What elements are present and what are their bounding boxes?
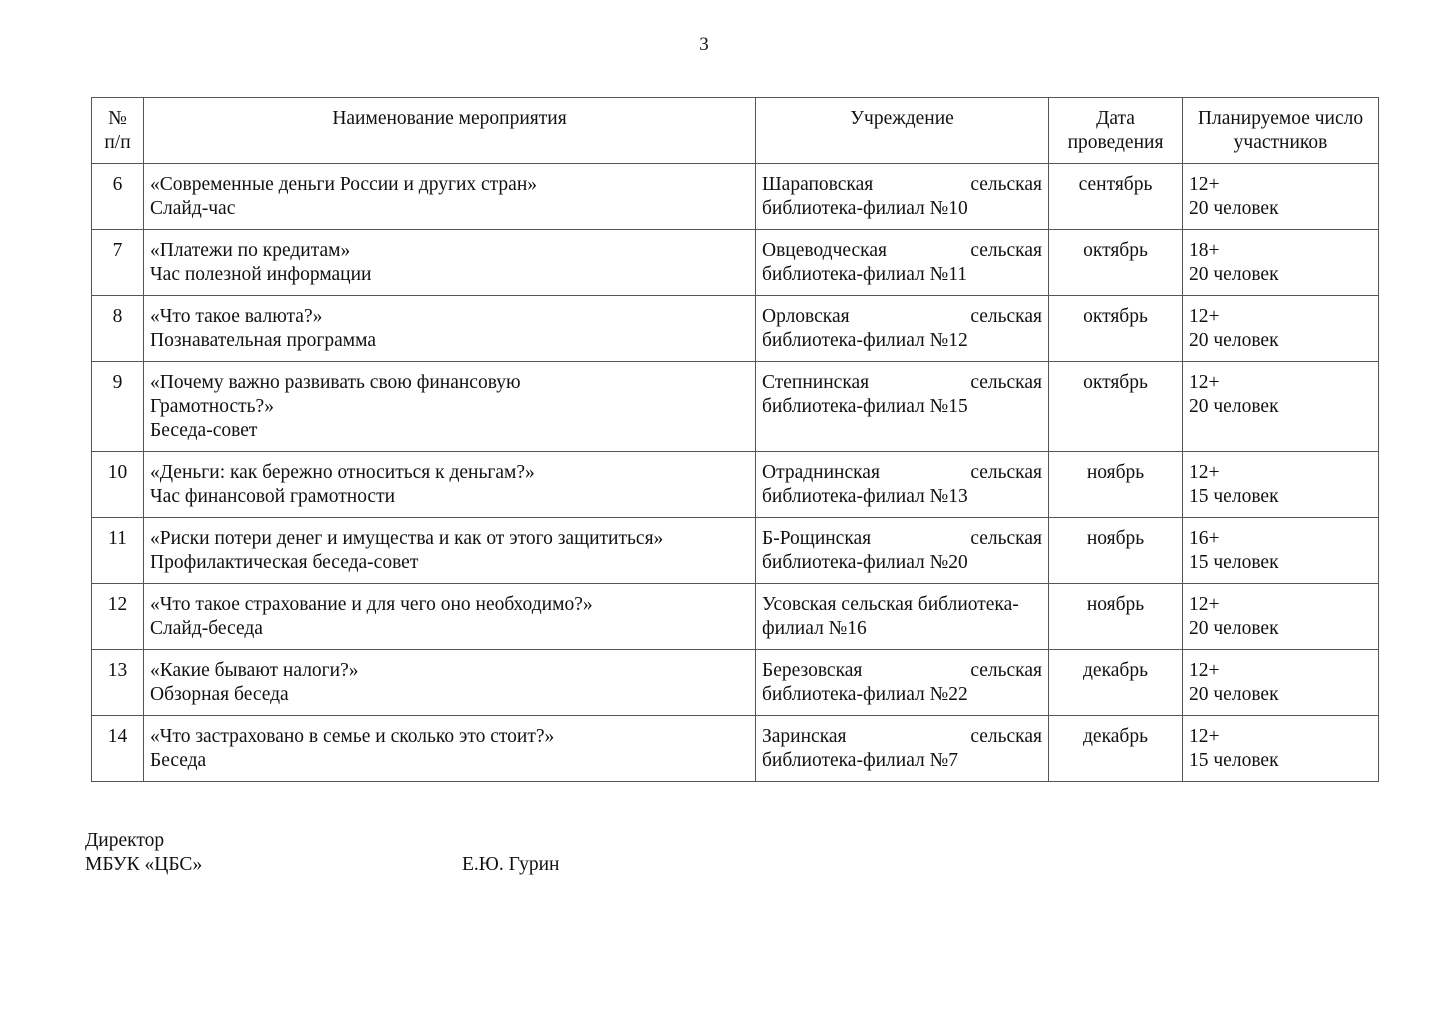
date-cell: декабрь — [1049, 650, 1183, 716]
table-row — [92, 230, 1379, 296]
event-title: «Какие бывают налоги?» — [150, 660, 359, 681]
institution-cell: Овцеводческая сельская библиотека-филиал №11 — [756, 230, 1049, 296]
participant-count: 20 человек — [1189, 396, 1279, 417]
events-table — [91, 97, 1379, 782]
event-title-continued: Грамотность?» — [150, 396, 274, 417]
participant-count: 20 человек — [1189, 330, 1279, 351]
institution-cell: Усовская сельская библиотека- филиал №16 — [756, 584, 1049, 650]
table-row — [92, 716, 1379, 782]
participants-cell — [1183, 650, 1379, 716]
table-header-row — [92, 98, 1379, 164]
date-cell: ноябрь — [1049, 584, 1183, 650]
event-format: Слайд-беседа — [150, 618, 263, 639]
date-cell: ноябрь — [1049, 518, 1183, 584]
event-cell — [144, 296, 756, 362]
page-number: 3 — [699, 34, 709, 55]
event-format: Беседа — [150, 750, 207, 771]
age-limit: 16+ — [1189, 528, 1220, 549]
event-cell — [144, 452, 756, 518]
date-cell: октябрь — [1049, 296, 1183, 362]
age-limit: 12+ — [1189, 726, 1220, 747]
event-cell — [144, 518, 756, 584]
participant-count: 20 человек — [1189, 684, 1279, 705]
table-row — [92, 452, 1379, 518]
event-cell — [144, 716, 756, 782]
participant-count: 20 человек — [1189, 618, 1279, 639]
date-cell: октябрь — [1049, 230, 1183, 296]
table-row — [92, 650, 1379, 716]
participants-cell — [1183, 362, 1379, 452]
header-event-name: Наименование мероприятия — [144, 98, 756, 164]
institution-cell: Березовская сельская библиотека-филиал №22 — [756, 650, 1049, 716]
participants-cell — [1183, 584, 1379, 650]
row-number: 11 — [92, 518, 144, 584]
event-format: Слайд-час — [150, 198, 236, 219]
event-title: «Платежи по кредитам» — [150, 240, 351, 261]
participants-cell — [1183, 296, 1379, 362]
participant-count: 20 человек — [1189, 198, 1279, 219]
date-cell: октябрь — [1049, 362, 1183, 452]
age-limit: 12+ — [1189, 372, 1220, 393]
row-number: 14 — [92, 716, 144, 782]
age-limit: 12+ — [1189, 462, 1220, 483]
institution-cell: Б-Рощинская сельская библиотека-филиал №20 — [756, 518, 1049, 584]
row-number: 6 — [92, 164, 144, 230]
table-row — [92, 584, 1379, 650]
institution-cell: Шараповская сельская библиотека-филиал №10 — [756, 164, 1049, 230]
age-limit: 12+ — [1189, 174, 1220, 195]
participants-cell — [1183, 452, 1379, 518]
participant-count: 15 человек — [1189, 486, 1279, 507]
date-cell: ноябрь — [1049, 452, 1183, 518]
signature-block — [85, 829, 202, 877]
signature-name: Е.Ю. Гурин — [462, 854, 560, 875]
signature-organization: МБУК «ЦБС» — [85, 854, 203, 875]
header-number: № п/п — [92, 98, 144, 164]
event-title: «Риски потери денег и имущества и как от этого защититься» — [150, 528, 664, 549]
institution-cell: Отраднинская сельская библиотека-филиал №13 — [756, 452, 1049, 518]
header-participants: Планируемое число участников — [1183, 98, 1379, 164]
date-cell: декабрь — [1049, 716, 1183, 782]
row-number: 9 — [92, 362, 144, 452]
event-cell — [144, 584, 756, 650]
event-format: Час полезной информации — [150, 264, 372, 285]
institution-cell: Орловская сельская библиотека-филиал №12 — [756, 296, 1049, 362]
header-institution: Учреждение — [756, 98, 1049, 164]
table-row — [92, 164, 1379, 230]
event-cell — [144, 362, 756, 452]
event-title: «Что такое валюта?» — [150, 306, 323, 327]
date-cell: сентябрь — [1049, 164, 1183, 230]
age-limit: 12+ — [1189, 660, 1220, 681]
header-date: Дата проведения — [1049, 98, 1183, 164]
event-title: «Почему важно развивать свою финансовую — [150, 372, 521, 393]
participant-count: 20 человек — [1189, 264, 1279, 285]
participants-cell — [1183, 164, 1379, 230]
event-title: «Что застраховано в семье и сколько это стоит?» — [150, 726, 555, 747]
event-format: Профилактическая беседа-совет — [150, 552, 419, 573]
row-number: 10 — [92, 452, 144, 518]
institution-cell: Заринская сельская библиотека-филиал №7 — [756, 716, 1049, 782]
event-title: «Что такое страхование и для чего оно необходимо?» — [150, 594, 593, 615]
event-format: Обзорная беседа — [150, 684, 289, 705]
event-cell — [144, 230, 756, 296]
event-format: Час финансовой грамотности — [150, 486, 396, 507]
event-cell — [144, 164, 756, 230]
event-title: «Современные деньги России и других стран» — [150, 174, 538, 195]
row-number: 7 — [92, 230, 144, 296]
age-limit: 18+ — [1189, 240, 1220, 261]
institution-cell: Степнинская сельская библиотека-филиал №15 — [756, 362, 1049, 452]
signature-position: Директор — [85, 830, 165, 851]
event-cell — [144, 650, 756, 716]
row-number: 8 — [92, 296, 144, 362]
table-row — [92, 296, 1379, 362]
event-format: Познавательная программа — [150, 330, 377, 351]
participant-count: 15 человек — [1189, 750, 1279, 771]
participants-cell — [1183, 716, 1379, 782]
participants-cell — [1183, 230, 1379, 296]
participant-count: 15 человек — [1189, 552, 1279, 573]
participants-cell — [1183, 518, 1379, 584]
age-limit: 12+ — [1189, 306, 1220, 327]
age-limit: 12+ — [1189, 594, 1220, 615]
table-row — [92, 518, 1379, 584]
event-format: Беседа-совет — [150, 420, 258, 441]
table-row — [92, 362, 1379, 452]
row-number: 12 — [92, 584, 144, 650]
row-number: 13 — [92, 650, 144, 716]
event-title: «Деньги: как бережно относиться к деньгам?» — [150, 462, 535, 483]
